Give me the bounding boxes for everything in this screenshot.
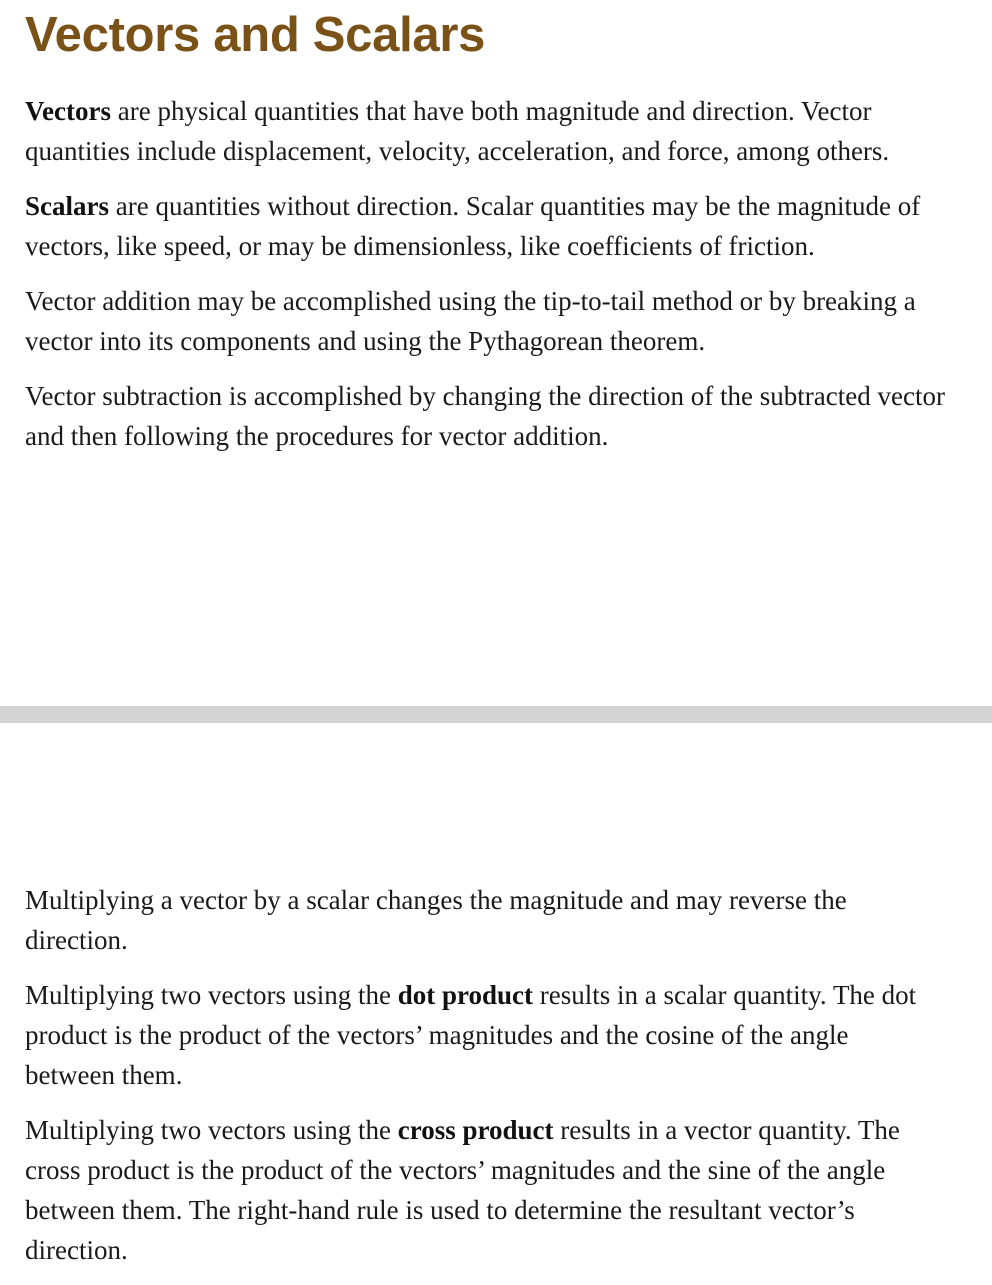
paragraph-vector-subtraction: Vector subtraction is accomplished by changing the direction of the subtracted vector and then following the procedures for vector addition. xyxy=(25,381,945,451)
term-dot-product: dot product xyxy=(397,980,534,1010)
paragraph-vectors xyxy=(25,91,945,171)
paragraph-dot-product xyxy=(25,975,945,1095)
page-title: Vectors and Scalars xyxy=(25,8,486,62)
paragraph-scalars-text: are quantities without direction. Scalar quantities may be the magnitude of vectors, like speed, or may be dimensionless, like coefficients of friction. xyxy=(25,191,921,261)
dot-product-after: results in a scalar quantity. The dot product is the product of the vectors’ magnitudes and the cosine of the angle between them. xyxy=(25,980,917,1090)
dot-product-before: Multiplying two vectors using the xyxy=(25,980,398,1010)
paragraph-scalar-multiplication: Multiplying a vector by a scalar changes the magnitude and may reverse the direction. xyxy=(25,885,847,955)
page-divider xyxy=(0,706,992,723)
paragraph-vectors-text: are physical quantities that have both magnitude and direction. Vector quantities include displacement, velocity, acceleration, and force, among others. xyxy=(25,96,890,166)
cross-product-after: results in a vector quantity. The cross product is the product of the vectors’ magnitudes and the sine of the angle between them. The right-hand rule is used to determine the resultant vector’s direction. xyxy=(25,1115,900,1265)
cross-product-before: Multiplying two vectors using the xyxy=(25,1115,398,1145)
paragraph-vector-addition: Vector addition may be accomplished using the tip-to-tail method or by breaking a vector into its components and using the Pythagorean theorem. xyxy=(25,286,916,356)
paragraph-cross-product xyxy=(25,1110,945,1270)
page-bottom xyxy=(25,880,945,1285)
term-cross-product: cross product xyxy=(397,1115,554,1145)
term-scalars: Scalars xyxy=(25,191,109,221)
page-top xyxy=(25,0,945,471)
term-vectors: Vectors xyxy=(25,96,111,126)
paragraph-scalars xyxy=(25,186,945,266)
